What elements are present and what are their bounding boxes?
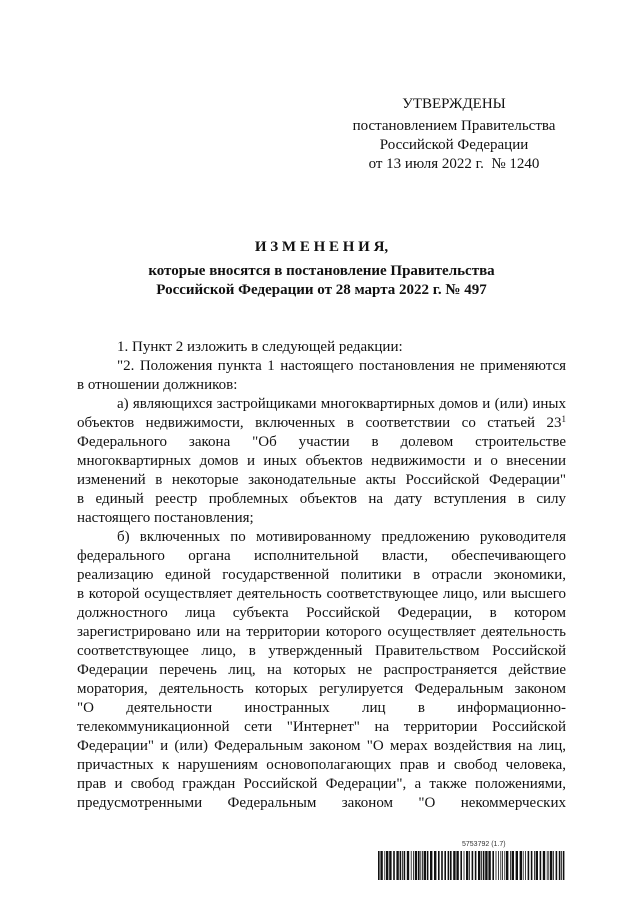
body-line: Федерального закона "Об участии в долевом строительстве [77,434,566,450]
approval-date-number: от 13 июля 2022 г. № 1240 [368,156,540,172]
body-line: прав и свобод граждан Российской Федерации", а также положениями, [77,776,566,792]
body-line: а) являющихся застройщиками многоквартирных домов и (или) иных [117,396,566,412]
body-line: в отношении должников: [77,377,238,393]
body-line: 1. Пункт 2 изложить в следующей редакции: [117,339,403,355]
document-heading [77,238,566,300]
document-title: И З М Е Н Е Н И Я, [254,239,389,255]
body-line: телекоммуникационной сети "Интернет" на территории Российской [77,719,566,735]
document-subtitle-line: Российской Федерации от 28 марта 2022 г. № 497 [156,282,487,298]
body-line: многоквартирных домов и иных объектов недвижимости и о внесении [77,453,566,469]
approval-line: постановлением Правительства [352,118,556,134]
body-line: причастных к нарушениям основополагающих прав и свобод человека, [77,757,566,773]
approval-line: Российской Федерации [379,137,529,153]
body-line: б) включенных по мотивированному предложению руководителя [117,529,566,545]
body-line: должностного лица субъекта Российской Федерации, в котором [77,605,566,621]
body-line-text: объектов недвижимости, включенных в соответствии со статьей 23 [77,415,562,431]
superscript: 1 [561,414,566,424]
approval-block [344,95,564,174]
body-line: соответствующее лицо, в утвержденный Правительством Российской [77,643,566,659]
body-line: предусмотренными Федеральным законом "О некоммерческих [77,795,566,811]
body-line: реализацию единой государственной политики в отрасли экономики, [77,567,566,583]
body-line: изменений в некоторые законодательные акты Российской Федерации" [77,472,566,488]
body-line: "2. Положения пункта 1 настоящего постановления не применяются [117,358,566,374]
barcode-number: 5753792 (1.7) [462,841,506,848]
body-line: в единый реестр проблемных объектов на дату вступления в силу [77,491,566,507]
body-line [77,414,566,433]
body-line: федерального органа исполнительной власти, обеспечивающего [77,548,566,564]
body-line: настоящего постановления; [77,510,254,526]
body-line: моратория, деятельность которых регулируется Федеральным законом [77,681,566,697]
document-body [77,338,566,813]
body-line: в которой осуществляет деятельность соответствующее лицо, или высшего [77,586,566,602]
barcode [378,851,566,880]
body-line: Федерации перечень лиц, на которых не распространяется действие [77,662,566,678]
approval-title: УТВЕРЖДЕНЫ [402,96,506,112]
body-line: "О деятельности иностранных лиц в информационно- [77,700,566,716]
body-line: зарегистрировано или на территории которого осуществляет деятельность [77,624,566,640]
body-line: Федерации" и (или) Федеральным законом "О мерах воздействия на лиц, [77,738,566,754]
document-subtitle-line: которые вносятся в постановление Правительства [148,263,495,279]
